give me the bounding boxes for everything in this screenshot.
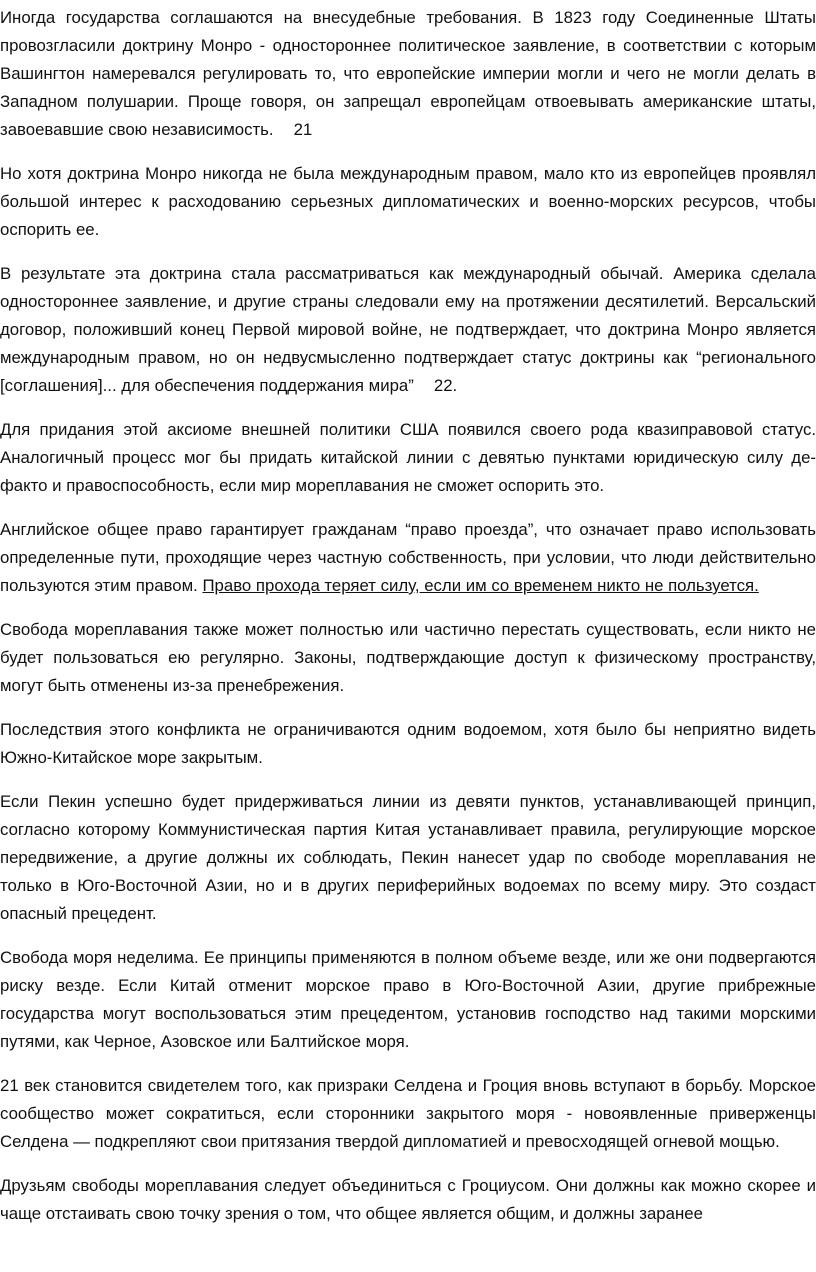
paragraph-monroe-doctrine-intro bbox=[0, 4, 816, 144]
underlined-sentence: Право прохода теряет силу, если им со временем никто не пользуется. bbox=[202, 576, 759, 595]
paragraph-freedom-of-navigation bbox=[0, 616, 816, 700]
paragraph-monroe-not-law bbox=[0, 160, 816, 244]
paragraph-text: Свобода мореплавания также может полностью или частично перестать существовать, если никто не будет пользоваться ею регулярно. Законы, подтверждающие доступ к физическому пространству, могут быть отменены из-за пренебрежения. bbox=[0, 620, 816, 695]
footnote-marker: 21 bbox=[293, 120, 313, 139]
paragraph-text: В результате эта доктрина стала рассматриваться как международный обычай. Америка сделала одностороннее заявление, и другие страны следовали ему на протяжении десятилетий. Версальский договор, положивший конец Первой мировой войне, не подтверждает, что доктрина Монро является международным правом, но он недвусмысленно подтверждает статус доктрины как “регионального [соглашения]... для обеспечения поддержания мира” bbox=[0, 264, 816, 395]
paragraph-common-law bbox=[0, 516, 816, 600]
paragraph-freedom-of-sea-indivisible bbox=[0, 944, 816, 1056]
paragraph-text: Последствия этого конфликта не ограничиваются одним водоемом, хотя было бы неприятно видеть Южно-Китайское море закрытым. bbox=[0, 720, 816, 767]
paragraph-text: Для придания этой аксиоме внешней политики США появился своего рода квазиправовой статус. Аналогичный процесс мог бы придать китайской линии с девятью пунктами юридическую силу де-факто и правоспособность, если мир мореплавания не сможет оспорить это. bbox=[0, 420, 816, 495]
paragraph-text: Английское общее право гарантирует гражданам “право проезда”, что означает право использовать определенные пути, проходящие через частную собственность, при условии, что люди действительно пользуются этим правом. bbox=[0, 520, 816, 595]
paragraph-text: Но хотя доктрина Монро никогда не была международным правом, мало кто из европейцев проявлял большой интерес к расходованию серьезных дипломатических и военно-морских ресурсов, чтобы оспорить ее. bbox=[0, 164, 816, 239]
paragraph-text: 21 век становится свидетелем того, как призраки Селдена и Гроция вновь вступают в борьбу. Морское сообщество может сократиться, если сторонники закрытого моря - новоявленные приверженцы Селдена — подкрепляют свои притязания твердой дипломатией и превосходящей огневой мощью. bbox=[0, 1076, 816, 1151]
paragraph-consequences bbox=[0, 716, 816, 772]
paragraph-friends-of-freedom bbox=[0, 1172, 816, 1228]
paragraph-selden-grotius bbox=[0, 1072, 816, 1156]
paragraph-quasi-legal-status bbox=[0, 416, 816, 500]
paragraph-text: Иногда государства соглашаются на внесудебные требования. В 1823 году Соединенные Штаты провозгласили доктрину Монро - одностороннее политическое заявление, в соответствии с которым Вашингтон намеревался регулировать то, что европейские империи могли и чего не могли делать в Западном полушарии. Проще говоря, он запрещал европейцам отвоевывать американские штаты, завоевавшие свою независимость. bbox=[0, 8, 816, 139]
footnote-marker: 22. bbox=[433, 376, 458, 395]
paragraph-beijing-nine-dash bbox=[0, 788, 816, 928]
paragraph-international-custom bbox=[0, 260, 816, 400]
paragraph-text: Свобода моря неделима. Ее принципы применяются в полном объеме везде, или же они подвергаются риску везде. Если Китай отменит морское право в Юго-Восточной Азии, другие прибрежные государства могут воспользоваться этим прецедентом, установив господство над такими морскими путями, как Черное, Азовское или Балтийское моря. bbox=[0, 948, 816, 1051]
paragraph-text: Если Пекин успешно будет придерживаться линии из девяти пунктов, устанавливающей принцип, согласно которому Коммунистическая партия Китая устанавливает правила, регулирующие морское передвижение, а другие должны их соблюдать, Пекин нанесет удар по свободе мореплавания не только в Юго-Восточной Азии, но и в других периферийных водоемах по всему миру. Это создаст опасный прецедент. bbox=[0, 792, 816, 923]
paragraph-text: Друзьям свободы мореплавания следует объединиться с Гроциусом. Они должны как можно скорее и чаще отстаивать свою точку зрения о том, что общее является общим, и должны заранее bbox=[0, 1176, 816, 1223]
